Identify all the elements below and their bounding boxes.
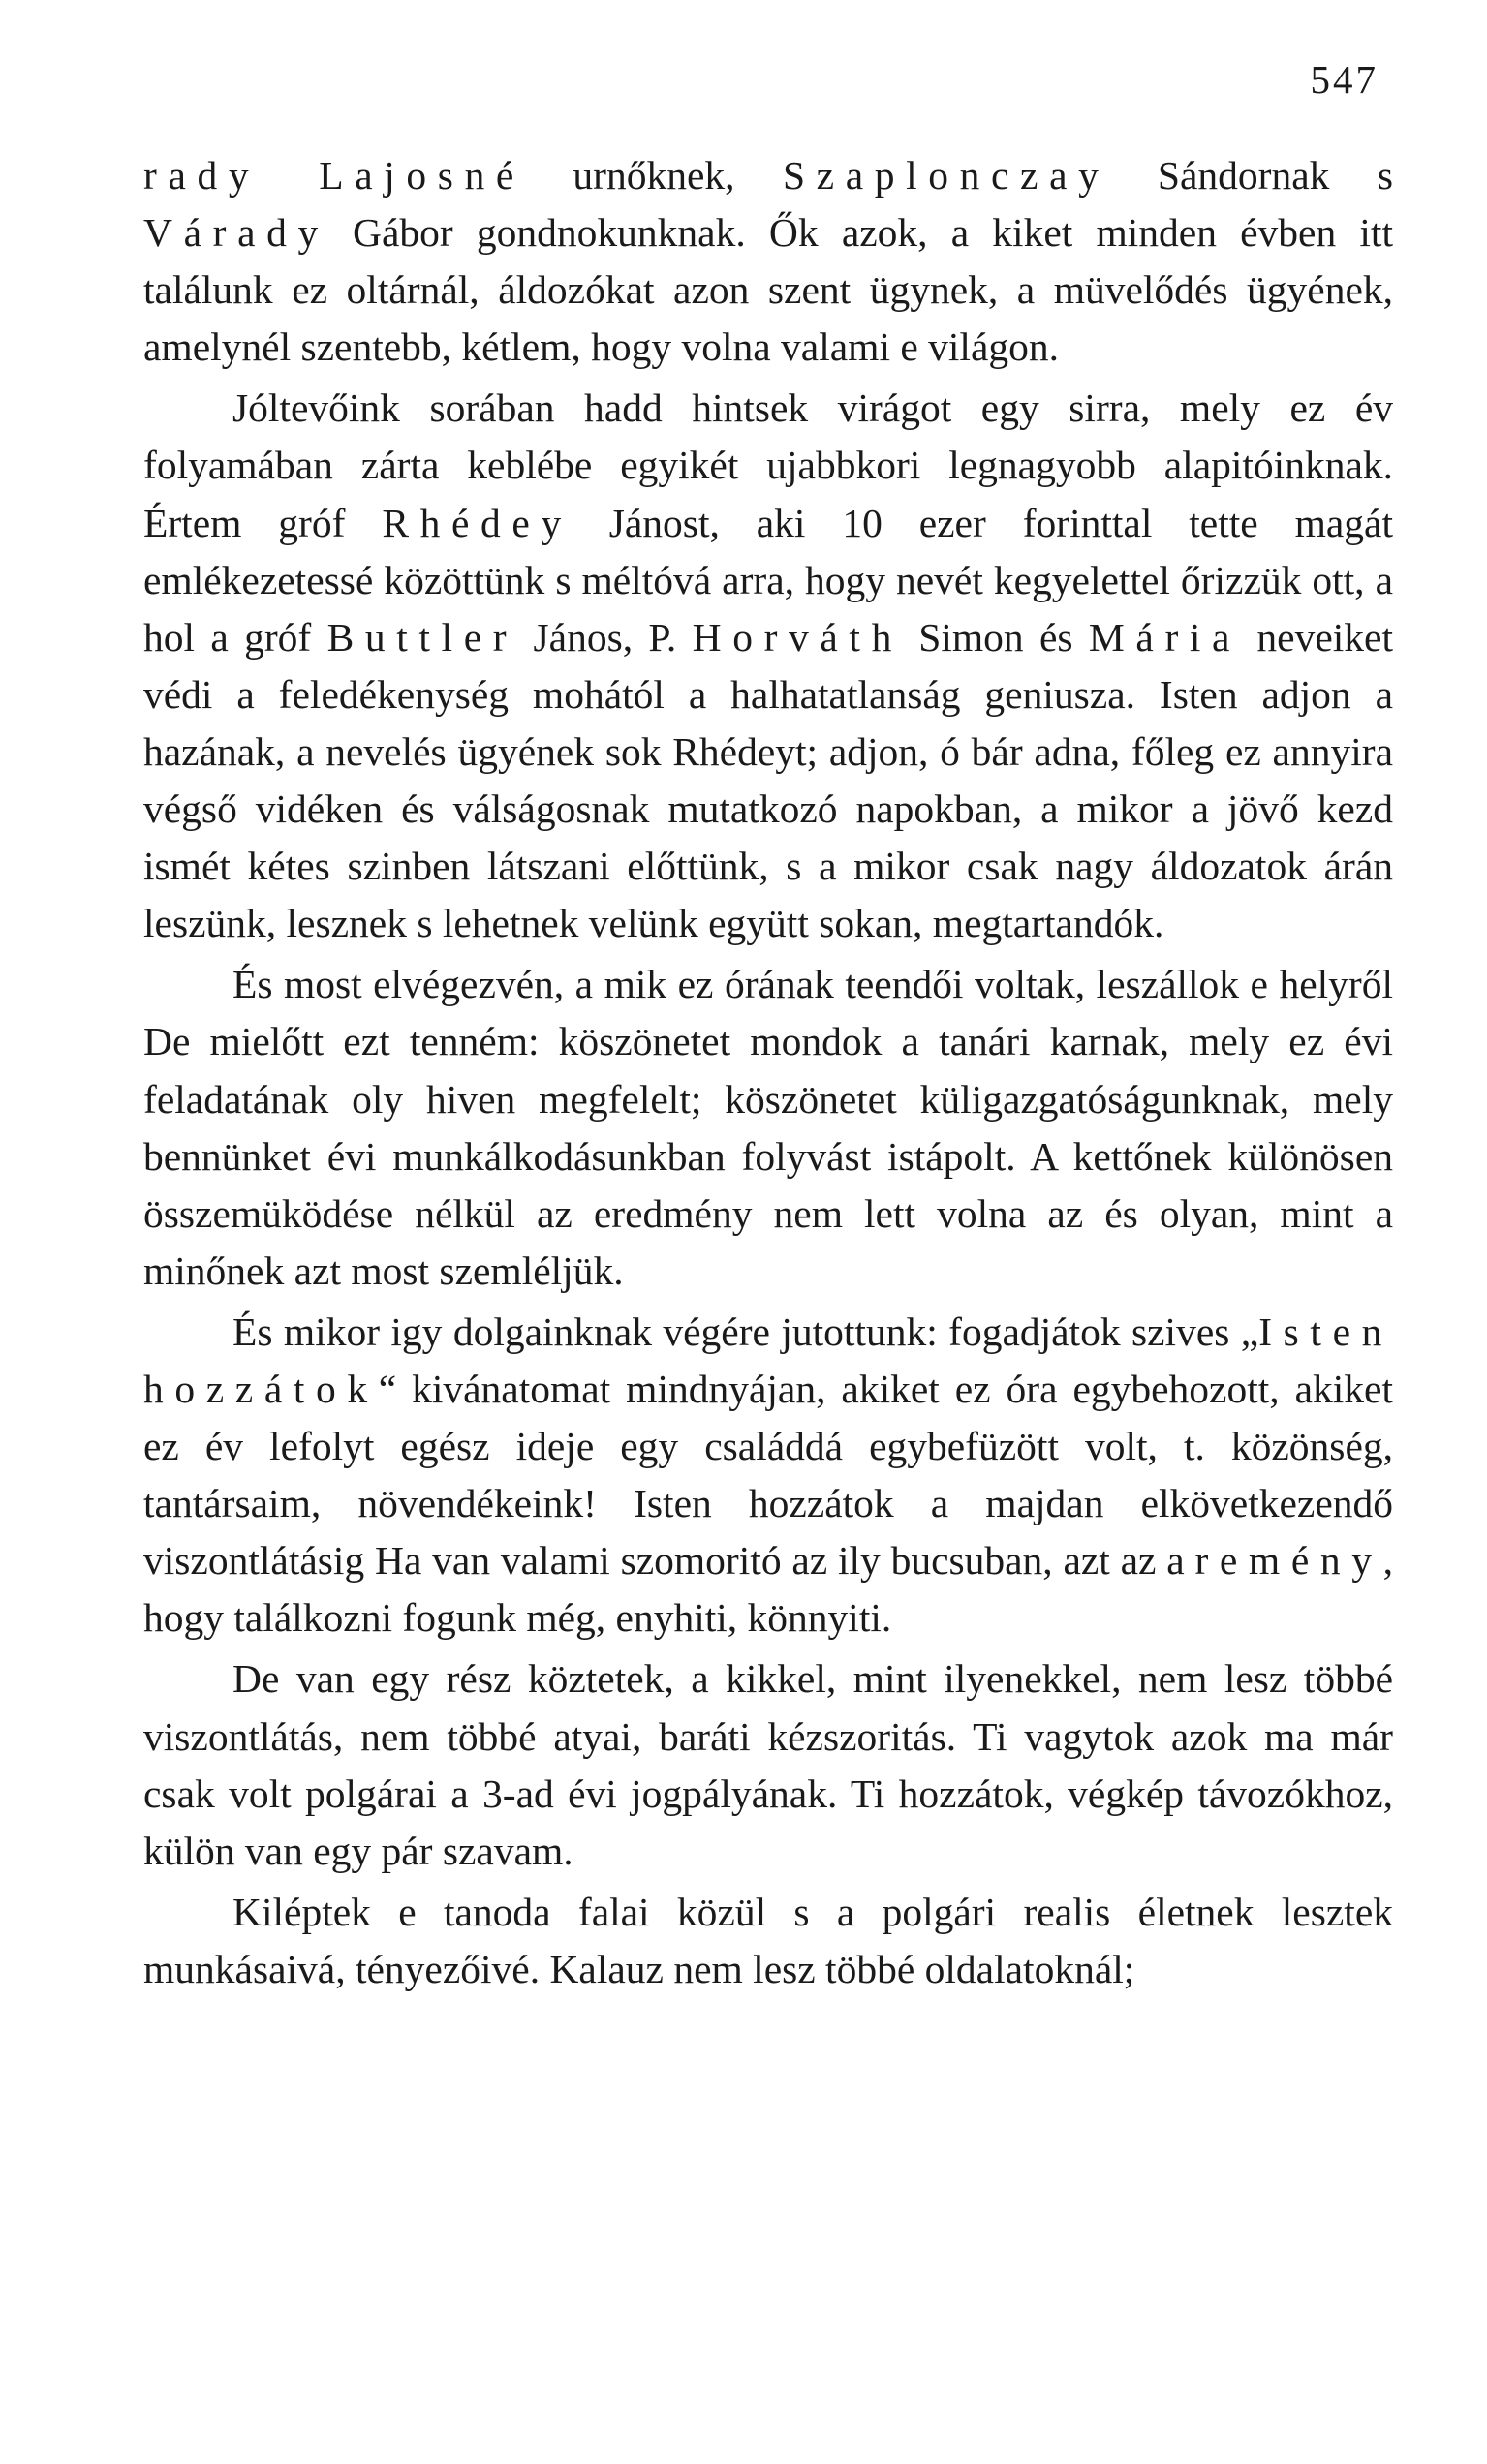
spaced-emphasis: Rhédey [382, 500, 573, 545]
spaced-emphasis: Mária [1088, 614, 1242, 660]
spaced-emphasis: rady Lajosné [143, 153, 525, 198]
text-run: És most elvégezvén, a mik ez órának teendői voltak, leszállok e helyről De mielőtt ezt tenném: köszönetet mondok a tanári karnak, mely ez évi feladatának oly hiven megfelelt; köszönetet küligazgatóságunknak, mely bennünket évi munkálkodásunkban folyvást istápolt. A kettőnek különösen összemüködése nélkül az eredmény nem lett volna az és olyan, mint a minőnek azt most szemléljük. [143, 962, 1393, 1293]
text-run: Jóltevőink sorában hadd hintsek virágot egy sirra, mely ez év folyamában zárta keblébe egyikét ujabbkori legnagyobb alapitóinknak. Értem gróf [143, 385, 1393, 545]
spaced-emphasis: remény [1194, 1538, 1383, 1584]
text-run: Kiléptek e tanoda falai közül s a polgári realis életnek lesztek munkásaivá, tényezőivé. Kalauz nem lesz többé oldalatoknál; [143, 1889, 1393, 1991]
text-run: Jánost, aki 10 ezer forinttal tette magát emlékezetessé közöttünk s méltóvá arra, hogy nevét kegyelettel őrizzük ott, a hol a gróf [143, 500, 1393, 660]
text-run: Gábor gondnokunknak. Ők azok, a kiket minden évben itt találunk ez oltárnál, áldozókat azon szent ügynek, a müvelődés ügyének, amelynél szentebb, kétlem, hogy volna valami e világon. [143, 210, 1393, 370]
text-run: neveiket védi a feledékenység mohától a halhatatlanság geniusza. Isten adjon a hazának, a nevelés ügyének sok Rhédeyt; adjon, ó bár adna, főleg ez annyira végső vidéken és válságosnak mutatkozó napokban, a mikor a jövő kezd ismét kétes szinben látszani előttünk, s a mikor csak nagy áldozatok árán leszünk, lesznek s lehetnek velünk együtt sokan, megtartandók. [143, 614, 1394, 946]
paragraph [143, 147, 1393, 376]
text-run: De van egy rész köztetek, a kikkel, mint ilyenekkel, nem lesz többé viszontlátás, nem többé atyai, baráti kézszoritás. Ti vagytok azok ma már csak volt polgárai a 3-ad évi jogpályának. Ti hozzátok, végkép távozókhoz, külön van egy pár szavam. [143, 1656, 1393, 1873]
text-run: Sándornak s [1109, 153, 1393, 198]
text-run: Simon és [902, 614, 1089, 660]
spaced-emphasis: Isten hozzátok [143, 1309, 1393, 1411]
body-text [143, 147, 1393, 1998]
text-run: urnőknek, [524, 153, 783, 198]
text-run: , hogy találkozni fogunk még, enyhiti, könnyiti. [143, 1538, 1393, 1641]
text-run: És mikor igy dolgainknak végére jutottunk: fogadjátok szives „ [232, 1309, 1259, 1354]
page-number: 547 [1310, 57, 1379, 102]
paragraph [143, 1884, 1393, 1998]
spaced-emphasis: Szaplonczay [782, 153, 1110, 198]
paragraph [143, 380, 1393, 952]
paragraph [143, 1650, 1393, 1879]
spaced-emphasis: Buttler [326, 614, 518, 660]
text-run: János, P. [517, 614, 693, 660]
paragraph [143, 1304, 1393, 1648]
text-run: “ kivánatomat mindnyájan, akiket ez óra egybehozott, akiket ez év lefolyt egész ideje egy családdá egybefüzött volt, t. közönség, tantársaim, növendékeink! Isten hozzátok a majdan elkövetkezendő viszontlátásig Ha van valami szomoritó az ily bucsuban, azt az a [143, 1366, 1393, 1584]
spaced-emphasis: Horváth [692, 614, 903, 660]
spaced-emphasis: Várady [143, 210, 329, 256]
paragraph [143, 956, 1393, 1300]
